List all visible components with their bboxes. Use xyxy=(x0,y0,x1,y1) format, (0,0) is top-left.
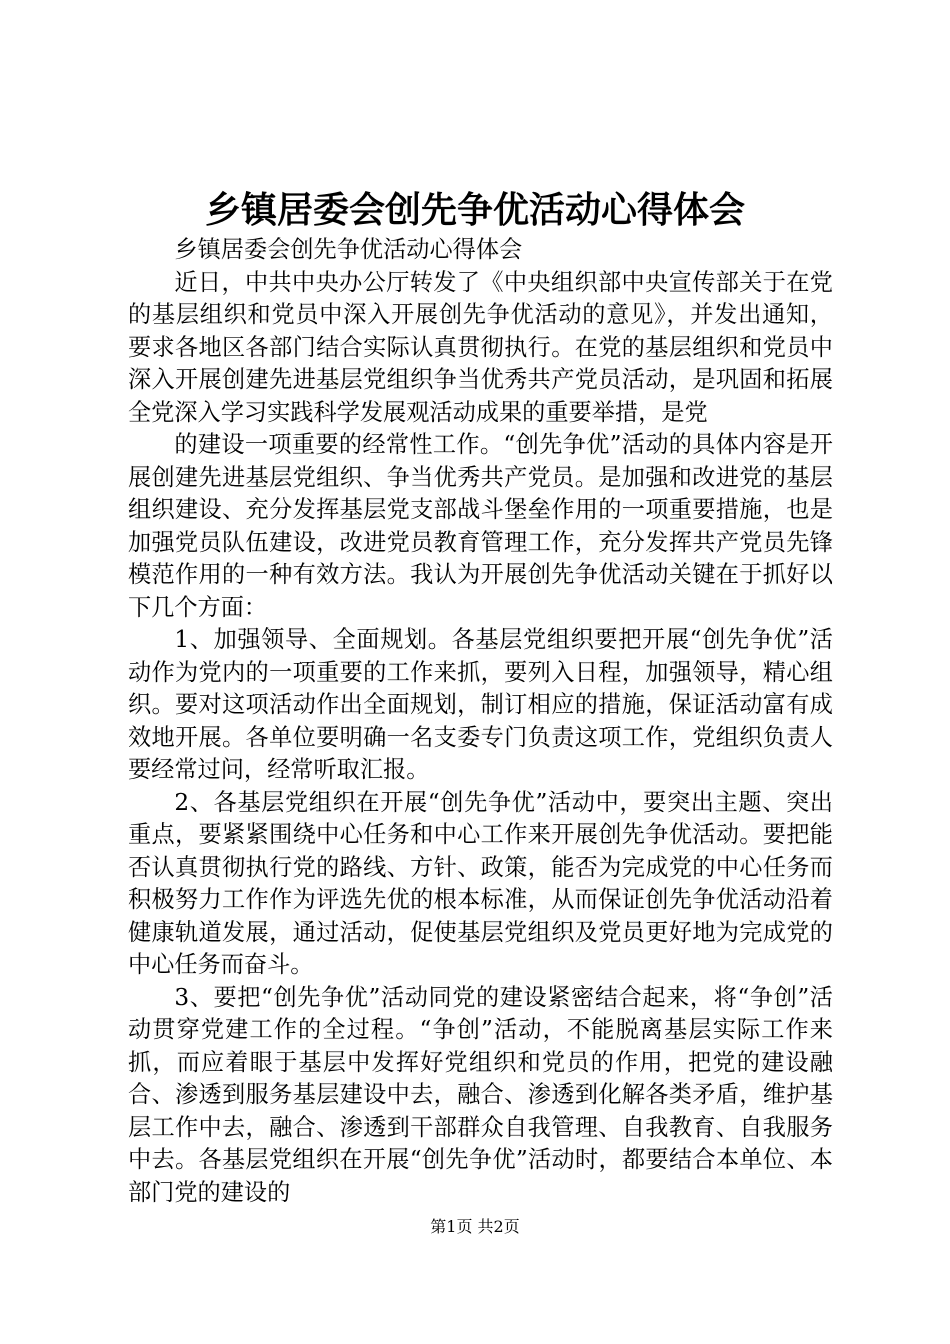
paragraph-point-2: 2、各基层党组织在开展“创先争优”活动中，要突出主题、突出重点，要紧紧围绕中心任务和中心工作来开展创先争优活动。要把能否认真贯彻执行党的路线、方针、政策，能否为完成党的中心任务而积极努力工作作为评选先优的根本标准，从而保证创先争优活动沿着健康轨道发展，通过活动，促使基层党组织及党员更好地为完成党的中心任务而奋斗。 xyxy=(128,788,833,978)
paragraph-intro: 近日，中共中央办公厅转发了《中央组织部中央宣传部关于在党的基层组织和党员中深入开展创先争优活动的意见》，并发出通知，要求各地区各部门结合实际认真贯彻执行。在党的基层组织和党员中深入开展创建先进基层党组织争当优秀共产党员活动，是巩固和拓展全党深入学习实践科学发展观活动成果的重要举措，是党 xyxy=(128,268,833,426)
paragraph-continuation: 的建设一项重要的经常性工作。“创先争优”活动的具体内容是开展创建先进基层党组织、争当优秀共产党员。是加强和改进党的基层组织建设、充分发挥基层党支部战斗堡垒作用的一项重要措施，也是加强党员队伍建设，改进党员教育管理工作，充分发挥共产党员先锋模范作用的一种有效方法。我认为开展创先争优活动关键在于抓好以下几个方面： xyxy=(128,431,833,621)
paragraph-point-1: 1、加强领导、全面规划。各基层党组织要把开展“创先争优”活动作为党内的一项重要的工作来抓，要列入日程，加强领导，精心组织。要对这项活动作出全面规划，制订相应的措施，保证活动富有成效地开展。各单位要明确一名支委专门负责这项工作，党组织负责人要经常过问，经常听取汇报。 xyxy=(128,626,833,783)
page-footer: 第1页 共2页 xyxy=(430,1217,520,1236)
paragraph-subtitle: 乡镇居委会创先争优活动心得体会 xyxy=(174,236,523,263)
document-body xyxy=(128,234,833,1209)
document-title: 乡镇居委会创先争优活动心得体会 xyxy=(204,189,745,231)
paragraph-point-3: 3、要把“创先争优”活动同党的建设紧密结合起来，将“争创”活动贯穿党建工作的全过程。“争创”活动，不能脱离基层实际工作来抓，而应着眼于基层中发挥好党组织和党员的作用，把党的建设融合、渗透到服务基层建设中去，融合、渗透到化解各类矛盾，维护基层工作中去，融合、渗透到干部群众自我管理、自我教育、自我服务中去。各基层党组织在开展“创先争优”活动时，都要结合本单位、本部门党的建设的 xyxy=(128,983,833,1206)
